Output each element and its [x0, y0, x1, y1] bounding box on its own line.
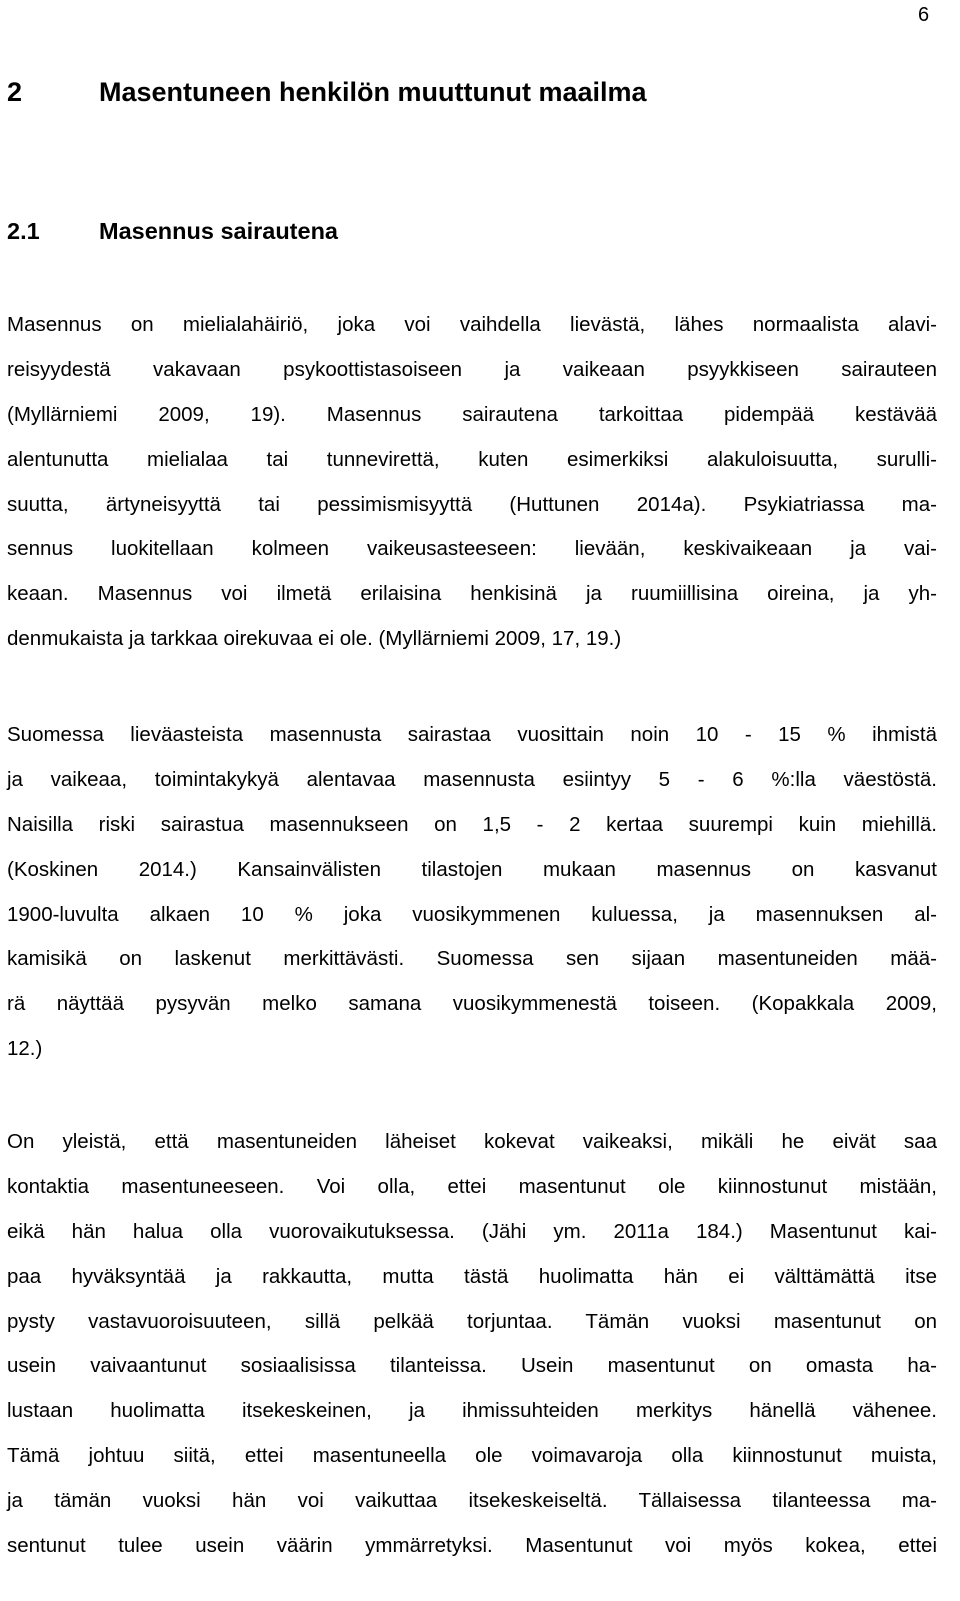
text-line: reisyydestä vakavaan psykoottistasoiseen ja vaikeaan psyykkiseen sairauteen: [7, 357, 937, 381]
text-line: alentunutta mielialaa tai tunnevirettä, kuten esimerkiksi alakuloisuutta, surulli-: [7, 447, 937, 471]
text-line: 1900-luvulta alkaen 10 % joka vuosikymmenen kuluessa, ja masennuksen al-: [7, 902, 937, 926]
chapter-number: 2: [7, 77, 23, 107]
text-line: (Myllärniemi 2009, 19). Masennus sairautena tarkoittaa pidempää kestävää: [7, 402, 937, 426]
paragraph-prevalence: [7, 713, 937, 1072]
text-line: Naisilla riski sairastua masennukseen on 1,5 - 2 kertaa suurempi kuin miehillä.: [7, 812, 937, 836]
text-line: rä näyttää pysyvän melko samana vuosikymmenestä toiseen. (Kopakkala 2009,: [7, 992, 937, 1016]
text-line: pysty vastavuoroisuuteen, sillä pelkää torjuntaa. Tämän vuoksi masentunut on: [7, 1309, 937, 1333]
text-line: suutta, ärtyneisyyttä tai pessimismisyyttä (Huttunen 2014a). Psykiatriassa ma-: [7, 492, 937, 516]
section-heading: [7, 215, 338, 247]
text-line: paa hyväksyntää ja rakkautta, mutta tästä huolimatta hän ei välttämättä itse: [7, 1264, 937, 1288]
text-line: sentunut tulee usein väärin ymmärretyksi. Masentunut voi myös kokea, ettei: [7, 1534, 937, 1558]
text-line: kontaktia masentuneeseen. Voi olla, ettei masentunut ole kiinnostunut mistään,: [7, 1174, 937, 1198]
text-line: Tämä johtuu siitä, ettei masentuneella ole voimavaroja olla kiinnostunut muista,: [7, 1444, 937, 1468]
text-line: eikä hän halua olla vuorovaikutuksessa. (Jähi ym. 2011a 184.) Masentunut kai-: [7, 1219, 937, 1243]
text-line: kamisikä on laskenut merkittävästi. Suomessa sen sijaan masentuneiden mää-: [7, 947, 937, 971]
text-line: Suomessa lieväasteista masennusta sairastaa vuosittain noin 10 - 15 % ihmistä: [7, 723, 937, 746]
text-line: 12.): [7, 1037, 43, 1061]
text-line: Masennus on mielialahäiriö, joka voi vaihdella lievästä, lähes normaalista alavi-: [7, 313, 937, 336]
text-line: lustaan huolimatta itsekeskeinen, ja ihmissuhteiden merkitys hänellä vähenee.: [7, 1399, 937, 1423]
text-line: keaan. Masennus voi ilmetä erilaisina henkisinä ja ruumiillisina oireina, ja yh-: [7, 582, 937, 606]
text-line: ja vaikeaa, toimintakykyä alentavaa masennusta esiintyy 5 - 6 %:lla väestöstä.: [7, 767, 937, 791]
section-number: 2.1: [7, 218, 40, 244]
text-line: On yleistä, että masentuneiden läheiset kokevat vaikeaksi, mikäli he eivät saa: [7, 1130, 937, 1153]
text-line: usein vaivaantunut sosiaalisissa tilanteissa. Usein masentunut on omasta ha-: [7, 1354, 937, 1378]
chapter-heading: [7, 74, 647, 110]
paragraph-relationships: [7, 1120, 937, 1569]
text-line: (Koskinen 2014.) Kansainvälisten tilastojen mukaan masennus on kasvanut: [7, 857, 937, 881]
paragraph-definition: [7, 303, 937, 662]
text-line: ja tämän vuoksi hän voi vaikuttaa itsekeskeiseltä. Tällaisessa tilanteessa ma-: [7, 1489, 937, 1513]
chapter-title: Masentuneen henkilön muuttunut maailma: [99, 77, 647, 107]
page-number: 6: [918, 4, 930, 26]
text-line: sennus luokitellaan kolmeen vaikeusasteeseen: lievään, keskivaikeaan ja vai-: [7, 537, 937, 561]
text-line: denmukaista ja tarkkaa oirekuvaa ei ole. (Myllärniemi 2009, 17, 19.): [7, 627, 622, 651]
section-title: Masennus sairautena: [99, 218, 339, 244]
